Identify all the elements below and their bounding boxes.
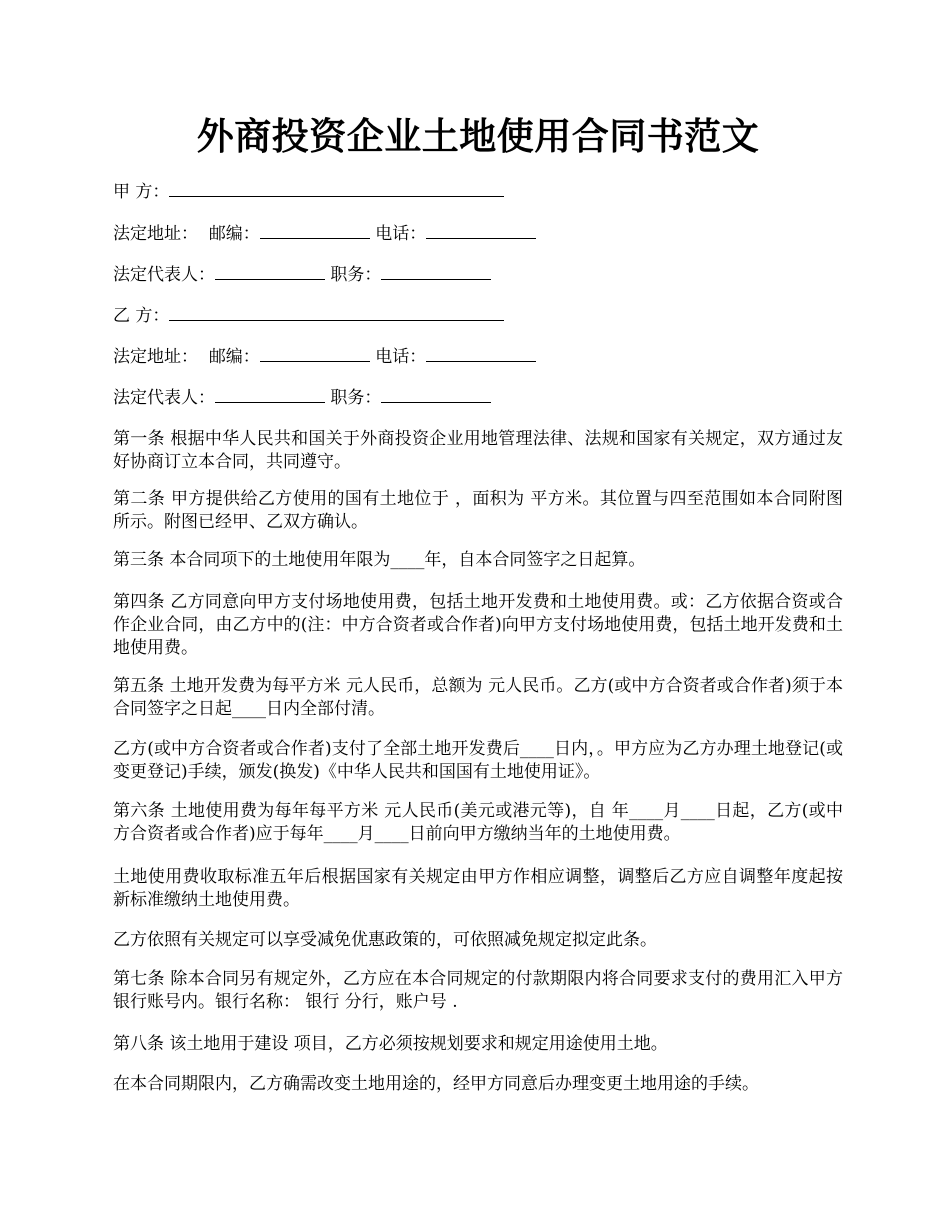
clause-6-paragraph-3: 乙方依照有关规定可以享受减免优惠政策的，可依照减免规定拟定此条。 [113,930,657,950]
clause-6: 第六条 土地使用费为每年每平方米 元人民币(美元或港元等)，自 年____月____日起，乙方(或中方合资者或合作者)应于每年____月____日前向甲方缴纳当年的土地使用费。 [113,801,843,844]
party-a-position-label: 职务： [330,265,382,285]
clause-5-paragraph-2: 乙方(或中方合资者或合作者)支付了全部土地开发费后____日内，。甲方应为乙方办理土地登记(或变更登记)手续，颁发(换发)《中华人民共和国国有土地使用证》。 [113,739,843,782]
party-b-phone-blank [426,345,536,362]
party-b-rep-label: 法定代表人： [113,388,215,408]
party-a-address-line [113,222,536,246]
party-a-phone-label: 电话： [375,224,427,244]
party-b-label: 乙 方： [113,306,170,326]
party-a-phone-blank [426,222,536,239]
party-a-line [113,180,504,204]
clause-4: 第四条 乙方同意向甲方支付场地使用费，包括土地开发费和土地使用费。或：乙方依据合资或合作企业合同，由乙方中的(注：中方合资者或合作者)向甲方支付场地使用费，包括土地开发费和土地使用费。 [113,592,843,658]
party-b-blank [169,304,504,321]
clause-8: 第八条 该土地用于建设 项目，乙方必须按规划要求和规定用途使用土地。 [113,1034,668,1054]
party-a-rep-label: 法定代表人： [113,265,215,285]
clause-1: 第一条 根据中华人民共和国关于外商投资企业用地管理法律、法规和国家有关规定，双方通过友好协商订立本合同，共同遵守。 [113,429,843,472]
party-b-position-label: 职务： [330,388,382,408]
party-b-line [113,304,504,328]
document-title: 外商投资企业土地使用合同书范文 [196,114,760,158]
clause-6-paragraph-2: 土地使用费收取标准五年后根据国家有关规定由甲方作相应调整，调整后乙方应自调整年度起按新标准缴纳土地使用费。 [113,867,843,910]
clause-7: 第七条 除本合同另有规定外，乙方应在本合同规定的付款期限内将合同要求支付的费用汇入甲方银行账号内。银行名称： 银行 分行，账户号 . [113,969,843,1012]
party-b-postcode-blank [260,345,370,362]
party-b-rep-line [113,386,491,410]
clause-2: 第二条 甲方提供给乙方使用的国有土地位于 ，面积为 平方米。其位置与四至范围如本合同附图所示。附图已经甲、乙双方确认。 [113,489,843,532]
party-a-position-blank [381,263,491,280]
clause-5: 第五条 土地开发费为每平方米 元人民币，总额为 元人民币。乙方(或中方合资者或合作者)须于本合同签字之日起____日内全部付清。 [113,676,843,719]
clause-3: 第三条 本合同项下的土地使用年限为____年，自本合同签字之日起算。 [113,550,646,570]
party-a-label: 甲 方： [113,182,170,202]
party-a-rep-line [113,263,491,287]
party-b-address-line [113,345,536,369]
party-a-blank [169,180,504,197]
party-b-address-label: 法定地址： [113,347,198,367]
party-a-rep-blank [215,263,325,280]
clause-8-paragraph-2: 在本合同期限内，乙方确需改变土地用途的，经甲方同意后办理变更土地用途的手续。 [113,1074,759,1094]
party-b-rep-blank [215,386,325,403]
party-b-position-blank [381,386,491,403]
party-a-postcode-blank [260,222,370,239]
party-b-postcode-label: 邮编： [208,347,260,367]
party-a-address-label: 法定地址： [113,224,198,244]
party-b-phone-label: 电话： [375,347,427,367]
party-a-postcode-label: 邮编： [208,224,260,244]
